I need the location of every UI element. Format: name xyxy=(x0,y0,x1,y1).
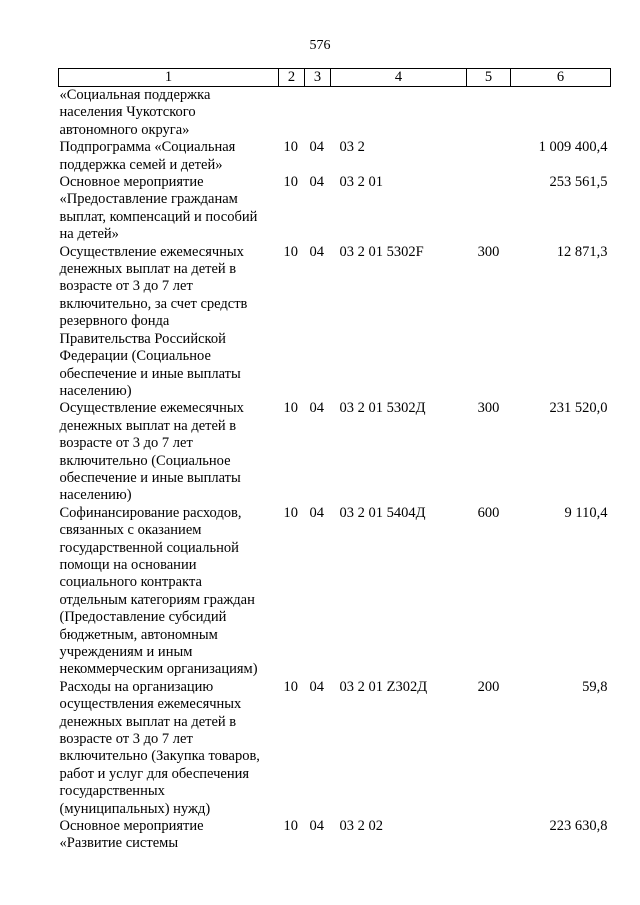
row-target: 03 2 02 xyxy=(339,818,383,835)
row-expense-type: 300 xyxy=(477,400,500,417)
row-expense-type xyxy=(467,87,511,140)
row-expense-type: 300 xyxy=(477,243,500,260)
row-expense-type xyxy=(467,139,511,174)
column-header-expense-type: 5 xyxy=(467,69,511,87)
row-section: 10 xyxy=(283,139,298,156)
row-name: Основное мероприятие «Предоставление гражданам выплат, компенсаций и пособий на детей» xyxy=(59,174,258,243)
page-number: 576 xyxy=(309,38,331,53)
row-section: 10 xyxy=(283,174,298,191)
row-section: 10 xyxy=(283,504,298,521)
table-row xyxy=(59,818,611,853)
row-target: 03 2 01 Z302Д xyxy=(339,678,428,695)
row-name: Осуществление ежемесячных денежных выплат на детей в возрасте от 3 до 7 лет включительно (Социальное обеспечение и иные выплаты населению) xyxy=(59,400,244,504)
row-section: 10 xyxy=(283,678,298,695)
row-name: Подпрограмма «Социальная поддержка семей и детей» xyxy=(59,139,236,173)
row-target: 03 2 01 5404Д xyxy=(339,504,426,521)
row-name: Расходы на организацию осуществления ежемесячных денежных выплат на детей в возрасте от 3 до 7 лет включительно (Закупка товаров, работ и услуг для обеспечения государственных (муниципальных) нужд) xyxy=(59,678,260,817)
row-name: Осуществление ежемесячных денежных выплат на детей в возрасте от 3 до 7 лет включительно, за счет средств резервного фонда Правительства Российской Федерации (Социальное обеспечение и иные выплаты населению) xyxy=(59,243,248,399)
row-subsection: 04 xyxy=(309,139,324,156)
row-subsection: 04 xyxy=(309,400,324,417)
table-row xyxy=(59,400,611,504)
row-section: 10 xyxy=(283,818,298,835)
row-target: 03 2 01 5302F xyxy=(339,243,424,260)
row-target: 03 2 01 xyxy=(339,174,383,191)
row-target: 03 2 xyxy=(339,139,365,156)
table-body xyxy=(59,87,611,853)
row-amount: 59,8 xyxy=(582,678,608,695)
budget-table xyxy=(58,68,611,853)
row-target: 03 2 01 5302Д xyxy=(339,400,426,417)
row-amount: 223 630,8 xyxy=(549,818,608,835)
column-header-target: 4 xyxy=(331,69,467,87)
row-amount: 12 871,3 xyxy=(556,243,608,260)
row-expense-type: 600 xyxy=(477,504,500,521)
row-subsection: 04 xyxy=(309,818,324,835)
table-row xyxy=(59,505,611,679)
table-row xyxy=(59,679,611,818)
row-amount: 253 561,5 xyxy=(549,174,608,191)
row-subsection: 04 xyxy=(309,243,324,260)
row-amount: 9 110,4 xyxy=(564,504,608,521)
row-section xyxy=(279,87,305,140)
row-target xyxy=(331,87,467,140)
row-section: 10 xyxy=(283,243,298,260)
row-subsection: 04 xyxy=(309,678,324,695)
row-amount: 1 009 400,4 xyxy=(538,139,608,156)
row-name: Основное мероприятие «Развитие системы xyxy=(59,818,204,852)
row-expense-type xyxy=(467,174,511,244)
table-row xyxy=(59,87,611,140)
row-amount: 231 520,0 xyxy=(549,400,608,417)
row-name: «Социальная поддержка населения Чукотского автономного округа» xyxy=(59,87,211,138)
row-name: Софинансирование расходов, связанных с оказанием государственной социальной помощи на основании социального контракта отдельным категориям граждан (Предоставление субсидий бюджетным, автономным учреждениям и иным некоммерческим организациям) xyxy=(59,504,258,678)
column-header-subsection: 3 xyxy=(305,69,331,87)
table-row xyxy=(59,174,611,244)
row-subsection: 04 xyxy=(309,174,324,191)
table-header-row xyxy=(59,69,611,87)
row-amount xyxy=(511,87,611,140)
column-header-section: 2 xyxy=(279,69,305,87)
row-expense-type xyxy=(467,818,511,853)
column-header-amount: 6 xyxy=(511,69,611,87)
table-row xyxy=(59,244,611,401)
table-row xyxy=(59,139,611,174)
row-subsection: 04 xyxy=(309,504,324,521)
column-header-name: 1 xyxy=(59,69,279,87)
row-subsection xyxy=(305,87,331,140)
row-section: 10 xyxy=(283,400,298,417)
row-expense-type: 200 xyxy=(477,678,500,695)
